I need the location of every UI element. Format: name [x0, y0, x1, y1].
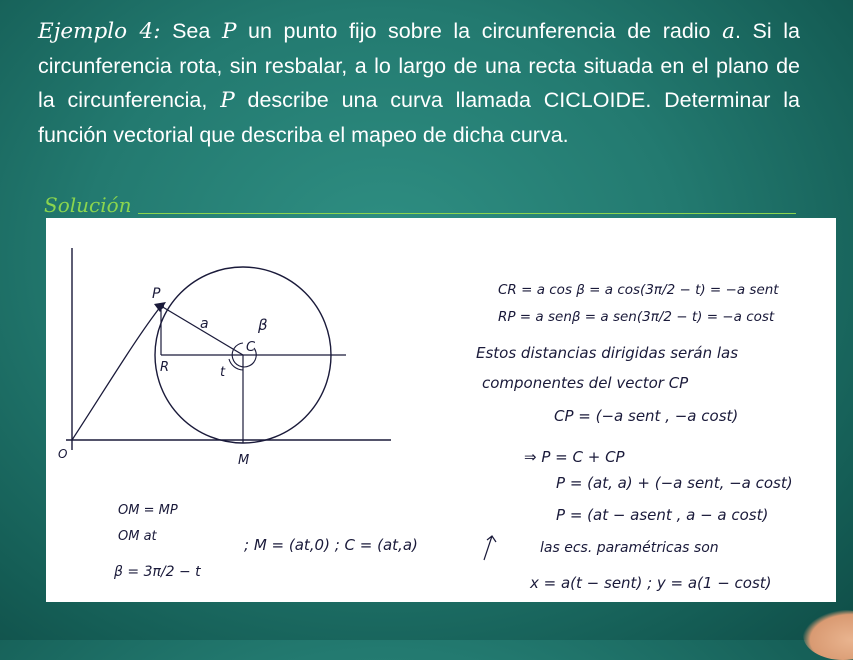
- label-P: P: [152, 286, 161, 302]
- arrow-mark: [484, 536, 496, 560]
- point-P-arrow: [154, 302, 166, 312]
- note-ecs-parametricas: las ecs. paramétricas son: [540, 540, 719, 556]
- label-C: C: [246, 340, 256, 355]
- hand-image: [803, 610, 853, 660]
- problem-text-2: un punto fijo sobre la circunferencia de radio: [248, 19, 711, 43]
- var-P: P: [221, 19, 237, 44]
- note-OM-at: OM at: [118, 529, 157, 544]
- note-componentes: componentes del vector CP: [482, 374, 689, 392]
- solution-drawing: [46, 218, 836, 602]
- var-a: a: [722, 19, 735, 44]
- solution-underline: [138, 213, 796, 214]
- note-x-y-equations: x = a(t − sent) ; y = a(1 − cost): [530, 574, 772, 592]
- problem-text-1: Sea: [172, 19, 211, 43]
- note-CP-vector: CP = (−a sent , −a cost): [554, 407, 739, 425]
- note-beta-eq: β = 3π/2 − t: [114, 564, 201, 580]
- cycloid-arc: [72, 306, 161, 440]
- solution-heading: [44, 190, 796, 218]
- problem-text-3: . Si la circunferencia rota, sin resbalar, a lo largo de una recta situada en el plano de la circunferencia,: [38, 19, 800, 112]
- label-beta: β: [258, 316, 268, 334]
- note-OM-eq-MP: OM = MP: [118, 503, 178, 518]
- note-distancias: Estos distancias dirigidas serán las: [476, 344, 739, 362]
- note-CR: CR = a cos β = a cos(3π/2 − t) = −a sent: [498, 282, 779, 298]
- example-label: Ejemplo 4:: [38, 19, 161, 44]
- note-P-sum: P = (at, a) + (−a sent, −a cost): [556, 474, 793, 492]
- solution-label: Solución: [44, 193, 132, 217]
- problem-statement: [38, 14, 800, 152]
- label-t: t: [220, 365, 226, 380]
- label-a: a: [200, 316, 209, 332]
- note-P-result: P = (at − asent , a − a cost): [556, 506, 769, 524]
- note-RP: RP = a senβ = a sen(3π/2 − t) = −a cost: [498, 309, 775, 325]
- label-R: R: [160, 360, 170, 375]
- label-M: M: [238, 453, 250, 468]
- problem-text-4: describe una curva llamada CICLOIDE. Determinar la función vectorial que describa el mapeo de dicha curva.: [38, 88, 800, 147]
- handwritten-solution-board: [46, 218, 836, 602]
- label-O: O: [58, 447, 68, 461]
- note-M-C-coords: ; M = (at,0) ; C = (at,a): [244, 536, 418, 554]
- note-P-eq-C-CP: ⇒ P = C + CP: [524, 448, 625, 466]
- t-angle-arc: [229, 359, 243, 370]
- var-P-2: P: [220, 88, 235, 113]
